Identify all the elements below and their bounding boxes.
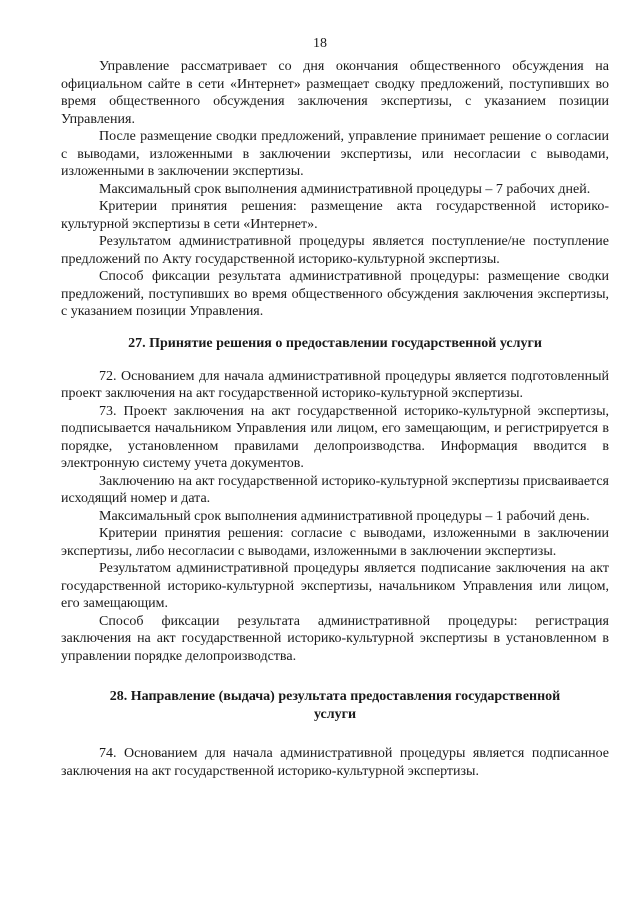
page-number: 18	[313, 36, 327, 51]
intro-block	[61, 58, 609, 321]
paragraph: Максимальный срок выполнения административной процедуры – 7 рабочих дней.	[99, 181, 591, 197]
paragraph: Результатом административной процедуры является поступление/не поступление предложений по Акту государственной историко-культурной экспертизы.	[61, 234, 609, 267]
paragraph: Управление рассматривает со дня окончания общественного обсуждения на официальном сайте в сети «Интернет» размещает сводку предложений, поступивших во время общественного обсуждения заключения экспертизы, с указанием позиции Управления.	[61, 59, 609, 127]
document-body	[61, 58, 609, 780]
section-27	[61, 368, 609, 666]
paragraph: 72. Основанием для начала административной процедуры является подготовленный проект заключения на акт государственной историко-культурной экспертизы.	[61, 368, 609, 401]
section-28	[61, 745, 609, 780]
paragraph: После размещение сводки предложений, управление принимает решение о согласии с выводами, изложенными в заключении экспертизы, или несогласии с выводами, изложенными в заключении экспертизы.	[61, 129, 609, 179]
paragraph: 74. Основанием для начала административной процедуры является подписанное заключения на акт государственной историко-культурной экспертизы.	[61, 746, 609, 779]
paragraph: Результатом административной процедуры является подписание заключения на акт государственной историко-культурной экспертизы, начальником Управления или лицом, его замещающим.	[61, 561, 609, 611]
paragraph: Максимальный срок выполнения административной процедуры – 1 рабочий день.	[99, 508, 590, 524]
paragraph: Способ фиксации результата административной процедуры: регистрация заключения на акт государственной историко-культурной экспертизы в установленном в управлении порядке делопроизводства.	[61, 613, 609, 664]
section-heading-28: 28. Направление (выдача) результата предоставления государственной услуги	[109, 689, 561, 722]
section-heading-27: 27. Принятие решения о предоставлении государственной услуги	[128, 335, 542, 351]
paragraph: Критерии принятия решения: размещение акта государственной историко-культурной экспертизы в сети «Интернет».	[61, 199, 609, 232]
paragraph: Способ фиксации результата административной процедуры: размещение сводки предложений, поступивших во время общественного обсуждения заключения экспертизы, с указанием позиции Управления.	[61, 269, 609, 319]
paragraph: 73. Проект заключения на акт государственной историко-культурной экспертизы, подписывается начальником Управления или лицом, его замещающим, и регистрируется в порядке, установленном правилами делопроизводства. Информация вводится в электронную систему учета документов.	[61, 403, 609, 471]
paragraph: Критерии принятия решения: согласие с выводами, изложенными в заключении экспертизы, либо несогласии с выводами, изложенными в заключении экспертизы.	[61, 526, 609, 559]
paragraph: Заключению на акт государственной историко-культурной экспертизы присваивается исходящий номер и дата.	[61, 473, 609, 506]
